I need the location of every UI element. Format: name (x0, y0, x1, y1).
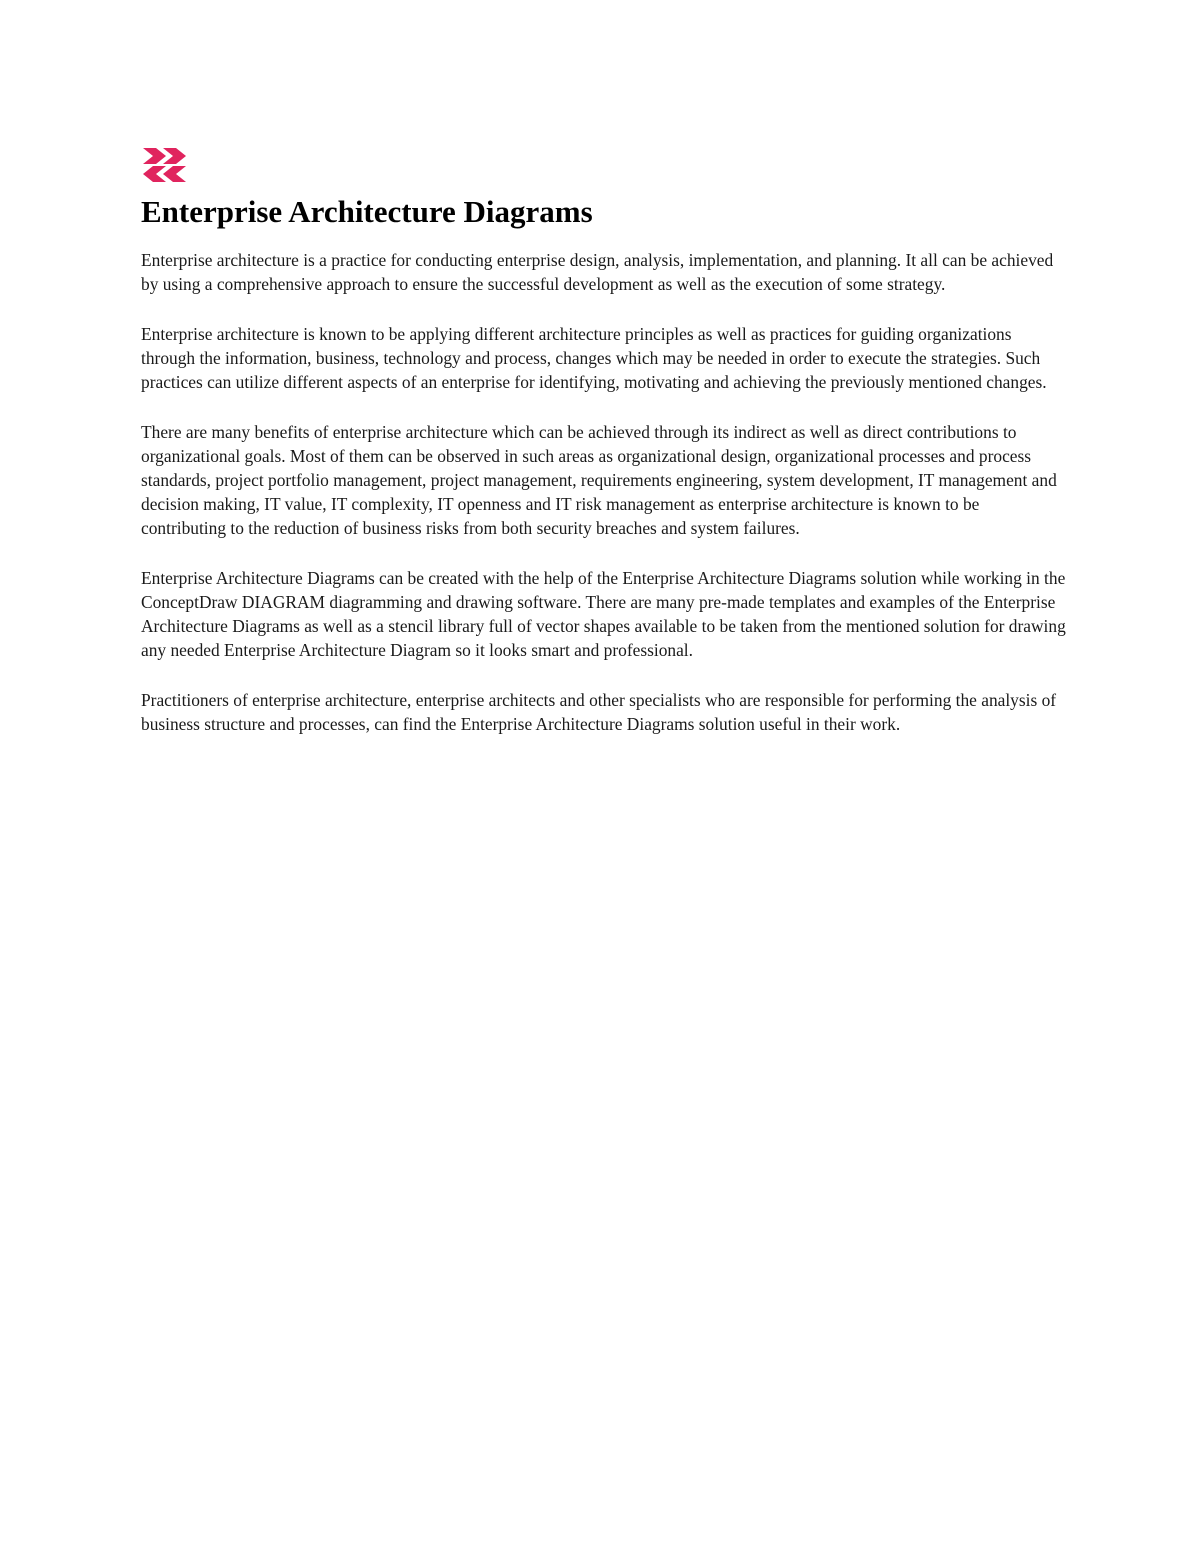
paragraph: Enterprise architecture is known to be applying different architecture principles as well as practices for guiding organizations through the information, business, technology and process, changes which may be needed in order to execute the strategies. Such practices can utilize different aspects of an enterprise for identifying, motivating and achieving the previously mentioned changes. (141, 324, 1047, 392)
double-chevron-logo-icon (141, 146, 189, 184)
document-title: Enterprise Architecture Diagrams (141, 194, 593, 229)
paragraph: Enterprise architecture is a practice for conducting enterprise design, analysis, implementation, and planning. It all can be achieved by using a comprehensive approach to ensure the successful development as well as the execution of some strategy. (141, 250, 1054, 294)
paragraph: Practitioners of enterprise architecture, enterprise architects and other specialists who are responsible for performing the analysis of business structure and processes, can find the Enterprise Architecture Diagrams solution useful in their work. (141, 690, 1057, 734)
paragraph: Enterprise Architecture Diagrams can be created with the help of the Enterprise Architecture Diagrams solution while working in the ConceptDraw DIAGRAM diagramming and drawing software. There are many pre-made templates and examples of the Enterprise Architecture Diagrams as well as a stencil library full of vector shapes available to be taken from the mentioned solution for drawing any needed Enterprise Architecture Diagram so it looks smart and professional. (141, 568, 1066, 660)
paragraph: There are many benefits of enterprise architecture which can be achieved through its indirect as well as direct contributions to organizational goals. Most of them can be observed in such areas as organizational design, organizational processes and process standards, project portfolio management, project management, requirements engineering, system development, IT management and decision making, IT value, IT complexity, IT openness and IT risk management as enterprise architecture is known to be contributing to the reduction of business risks from both security breaches and system failures. (141, 422, 1057, 538)
document-content (141, 146, 1066, 736)
document-body (141, 248, 1066, 736)
